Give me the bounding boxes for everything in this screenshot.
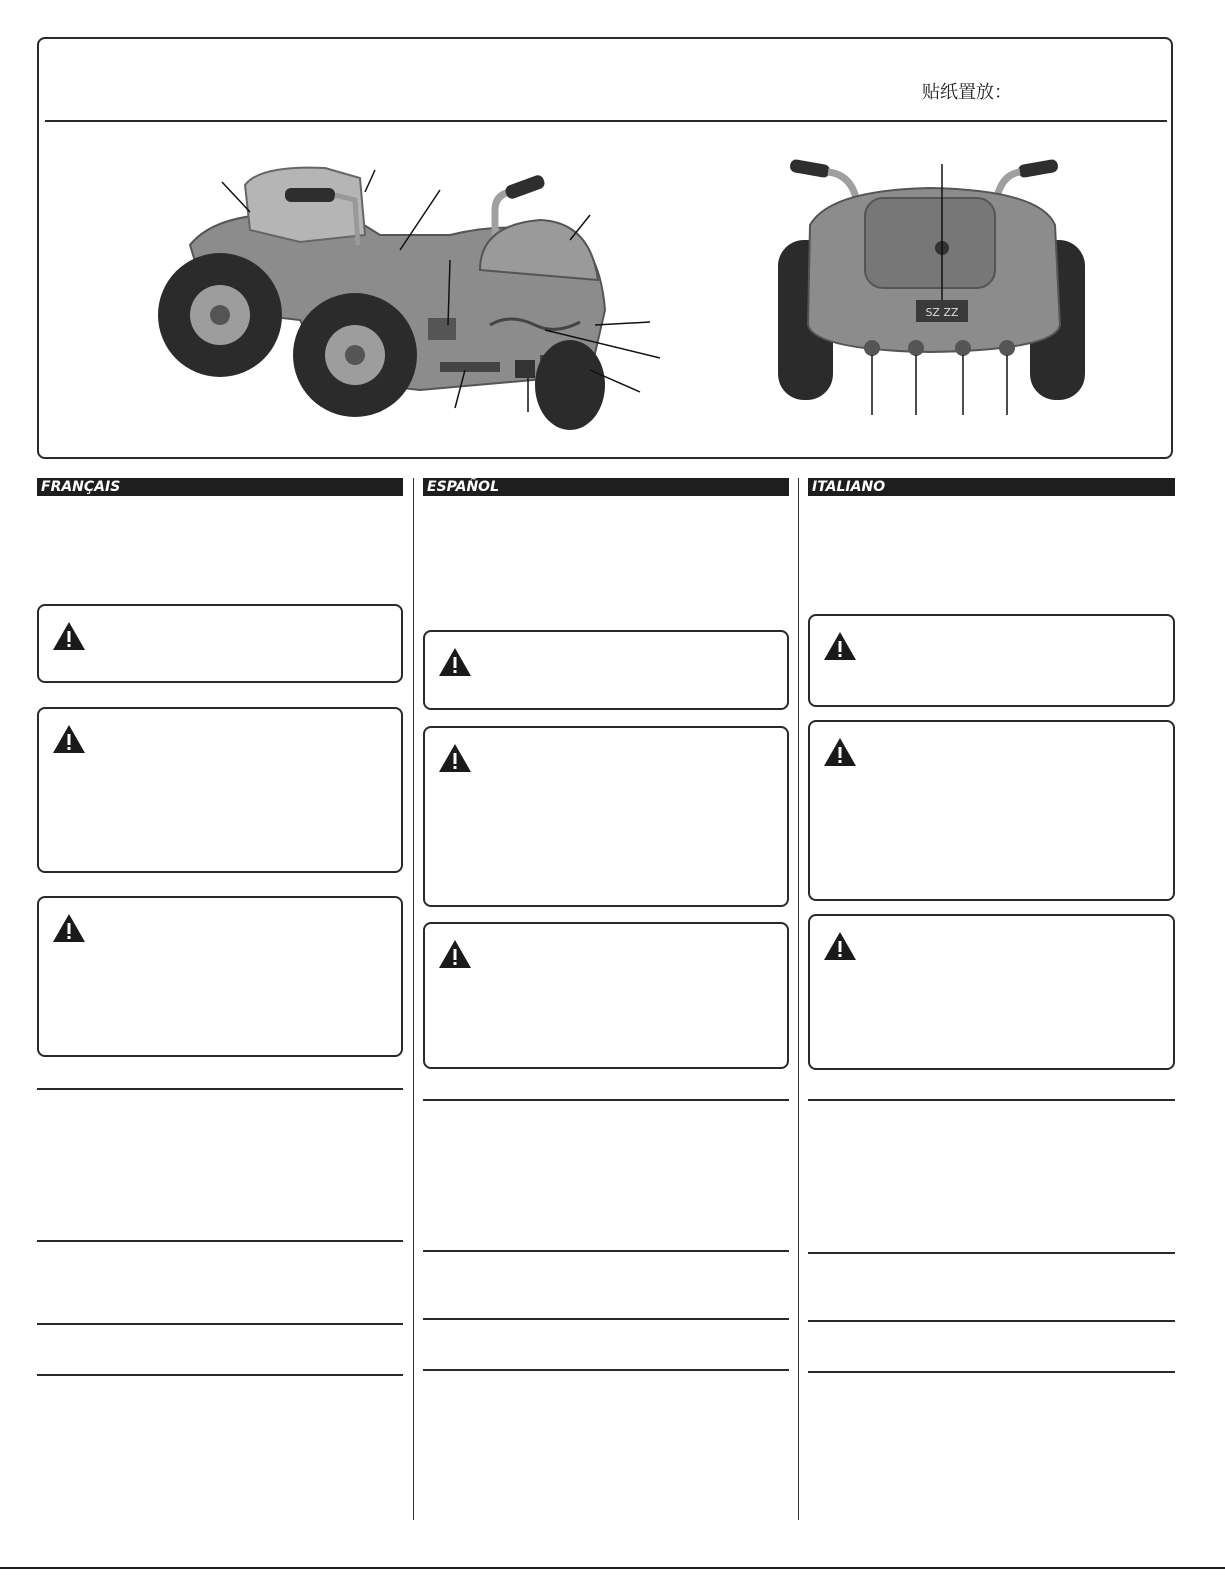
section-rule-fr-4: [37, 1374, 403, 1376]
section-rule-it-1: [808, 1099, 1175, 1101]
warning-triangle-icon: [51, 620, 87, 652]
section-rule-fr-2: [37, 1240, 403, 1242]
column-divider-2: [798, 478, 799, 1520]
decal-header-rule: [45, 120, 1167, 122]
vehicle-rear-view-image: [770, 150, 1100, 420]
warning-triangle-icon: [822, 736, 858, 768]
warning-triangle-icon: [822, 630, 858, 662]
column-header-fr: FRANÇAIS: [37, 478, 403, 496]
page-bottom-rule: [0, 1567, 1225, 1569]
warning-box-it-2: [808, 720, 1175, 901]
vehicle-side-view-image: [150, 150, 670, 440]
warning-triangle-icon: [51, 912, 87, 944]
warning-box-it-3: [808, 914, 1175, 1070]
warning-box-es-1: [423, 630, 789, 710]
section-rule-fr-3: [37, 1323, 403, 1325]
section-rule-es-4: [423, 1369, 789, 1371]
warning-box-it-1: [808, 614, 1175, 707]
rear-plate-text: SZ ZZ: [925, 306, 959, 319]
section-rule-it-2: [808, 1252, 1175, 1254]
section-rule-es-1: [423, 1099, 789, 1101]
section-rule-it-4: [808, 1371, 1175, 1373]
column-header-it: ITALIANO: [808, 478, 1175, 496]
section-rule-es-2: [423, 1250, 789, 1252]
decal-placement-label: 贴纸置放：: [922, 82, 1012, 103]
warning-triangle-icon: [51, 723, 87, 755]
warning-triangle-icon: [437, 646, 473, 678]
warning-box-fr-1: [37, 604, 403, 683]
section-rule-it-3: [808, 1320, 1175, 1322]
warning-box-es-2: [423, 726, 789, 907]
column-divider-1: [413, 478, 414, 1520]
warning-box-fr-2: [37, 707, 403, 873]
warning-triangle-icon: [822, 930, 858, 962]
warning-triangle-icon: [437, 742, 473, 774]
section-rule-fr-1: [37, 1088, 403, 1090]
section-rule-es-3: [423, 1318, 789, 1320]
column-header-es: ESPAÑOL: [423, 478, 789, 496]
warning-triangle-icon: [437, 938, 473, 970]
warning-box-es-3: [423, 922, 789, 1069]
warning-box-fr-3: [37, 896, 403, 1057]
